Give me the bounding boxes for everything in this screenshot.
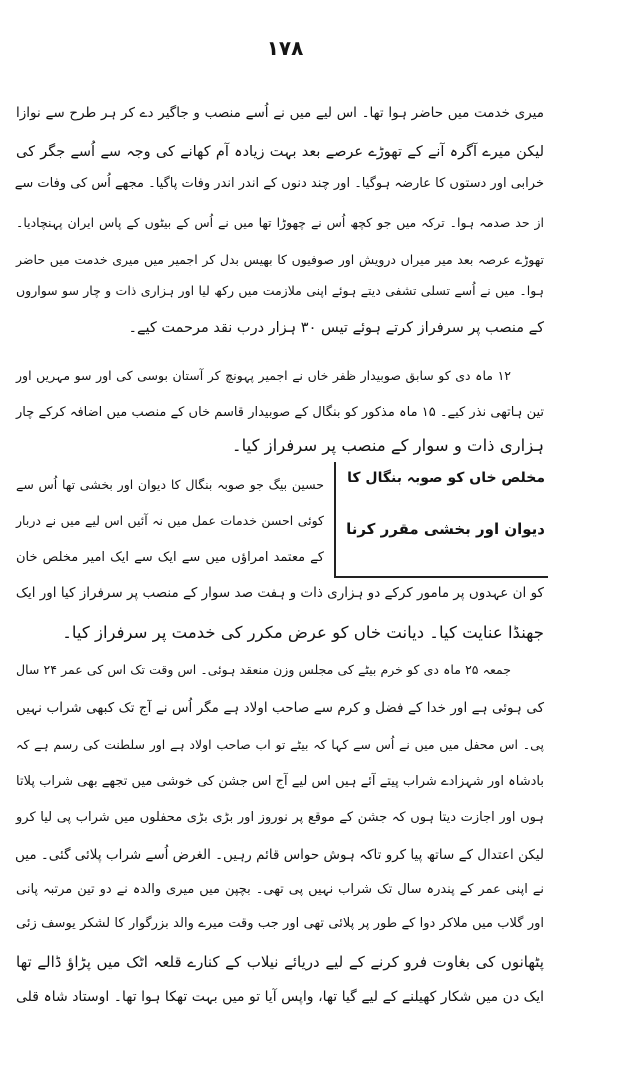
text-line: لیکن اعتدال کے ساتھ پیا کرو تاکہ ہوش حواس قائم رہیں۔ الغرض اُسے شراب پلائی گئی۔ میں [14, 847, 544, 863]
text-line: بادشاہ اور شہزادے شراب پیتے آئے ہیں اس لیے آج اس جشن کی خوشی میں تجھے بھی شراب پلاتا [16, 774, 544, 789]
text-line: جھنڈا عنایت کیا۔ دیانت خاں کو عرض مکرر کی خدمت پر سرفراز کیا۔ [62, 623, 544, 642]
text-line: کے معتمد امراؤں میں سے ایک سے ایک امیر مخلص خان [16, 550, 324, 565]
text-line: ہوا۔ میں نے اُسے تسلی تشفی دیتے ہوئے اپنی ملازمت میں رکھ لیا اور ہزاری ذات و چار سو سواروں [16, 283, 544, 298]
text-line: خرابی اور دستوں کا عارضہ ہوگیا۔ اور چند دنوں کے اندر اندر وفات پاگیا۔ مجھے اُس کی وفات سے [14, 176, 544, 191]
text-line: ہوں اور اجازت دیتا ہوں کہ جشن کے موقع پر نوروز اور بڑی بڑی محفلوں میں شراب پی لیا کرو [16, 810, 544, 825]
side-heading-line: دیوان اور بخشی مقرر کرنا [346, 520, 545, 538]
text-line: پی۔ اس محفل میں میں نے اُس سے کہا کہ بیٹے تو اب صاحب اولاد ہے اور سلطنت کی رسم ہے کہ [16, 737, 544, 752]
text-line: ایک دن میں شکار کھیلنے کے لیے گیا تھا، واپس آیا تو میں بہت تھکا ہوا تھا۔ اوستاد شاہ قلی [16, 989, 544, 1005]
text-line: نے اپنی عمر کے پندرہ سال تک شراب نہیں پی تھی۔ بچپن میں میری والدہ نے دو تین مرتبہ پانی [16, 882, 544, 897]
text-line: کوئی احسن خدمات عمل میں نہ آئیں اس لیے میں نے دربار [16, 513, 324, 528]
text-line: کی ہوئی ہے اور خدا کے فضل و کرم سے صاحب اولاد ہے مگر اُس نے آج تک کبھی شراب نہیں [16, 700, 544, 716]
side-heading-line: مخلص خاں کو صوبہ بنگال کا [347, 470, 545, 486]
text-line: کو ان عہدوں پر مامور کرکے دو ہزاری ذات و ہفت صد سوار کے منصب پر سرفراز کیا اور ایک [15, 585, 544, 601]
text-line: تھوڑے عرصہ بعد میر میراں درویش اور صوفیوں کا بھیس بدل کر اجمیر میں میری خدمت میں حاضر [16, 252, 544, 267]
text-line: کے منصب پر سرفراز کرتے ہوئے تیس ۳۰ ہزار درب نقد مرحمت کیے۔ [128, 320, 544, 336]
text-line: تین ہاتھی نذر کیے۔ ۱۵ ماہ مذکور کو بنگال کے صوبیدار قاسم خاں کے منصب میں اضافہ کرکے چار [16, 405, 545, 420]
text-line: میری خدمت میں حاضر ہوا تھا۔ اس لیے میں نے اُسے منصب و جاگیر دے کر ہر طرح سے نوازا [16, 105, 544, 121]
text-line: لیکن میرے آگرہ آنے کے تھوڑے عرصے بعد بہت زیادہ آم کھانے کی وجہ سے اُسے جگر کی [16, 144, 544, 160]
text-line: پٹھانوں کی بغاوت فرو کرنے کے لیے دریائے نیلاب کے کنارے قلعہ اٹک میں پڑاؤ ڈالے تھا [16, 953, 544, 971]
text-line: حسین بیگ جو صوبہ بنگال کا دیوان اور بخشی تھا اُس سے [16, 477, 324, 492]
text-line: جمعہ ۲۵ ماہ دی کو خرم بیٹے کی مجلس وزن منعقد ہوئی۔ اس وقت تک اس کی عمر ۲۴ سال [16, 662, 511, 677]
text-line: از حد صدمہ ہوا۔ ترکہ میں جو کچھ اُس نے چھوڑا تھا میں نے اُس کے بیٹوں کے پاس ایران پہنچادیا۔ [16, 215, 544, 230]
text-line: ۱۲ ماہ دی کو سابق صوبیدار ظفر خاں نے اجمیر پہونچ کر آستان بوسی کی اور سو مہریں اور [16, 368, 511, 383]
text-line: اور گلاب میں ملاکر دوا کے طور پر پلائی تھی اور جب وقت میرے والد بزرگوار کا لشکر یوسف زئی [16, 916, 544, 931]
page-number: ۱۷۸ [266, 36, 304, 60]
text-line: ہزاری ذات و سوار کے منصب پر سرفراز کیا۔ [231, 436, 544, 455]
